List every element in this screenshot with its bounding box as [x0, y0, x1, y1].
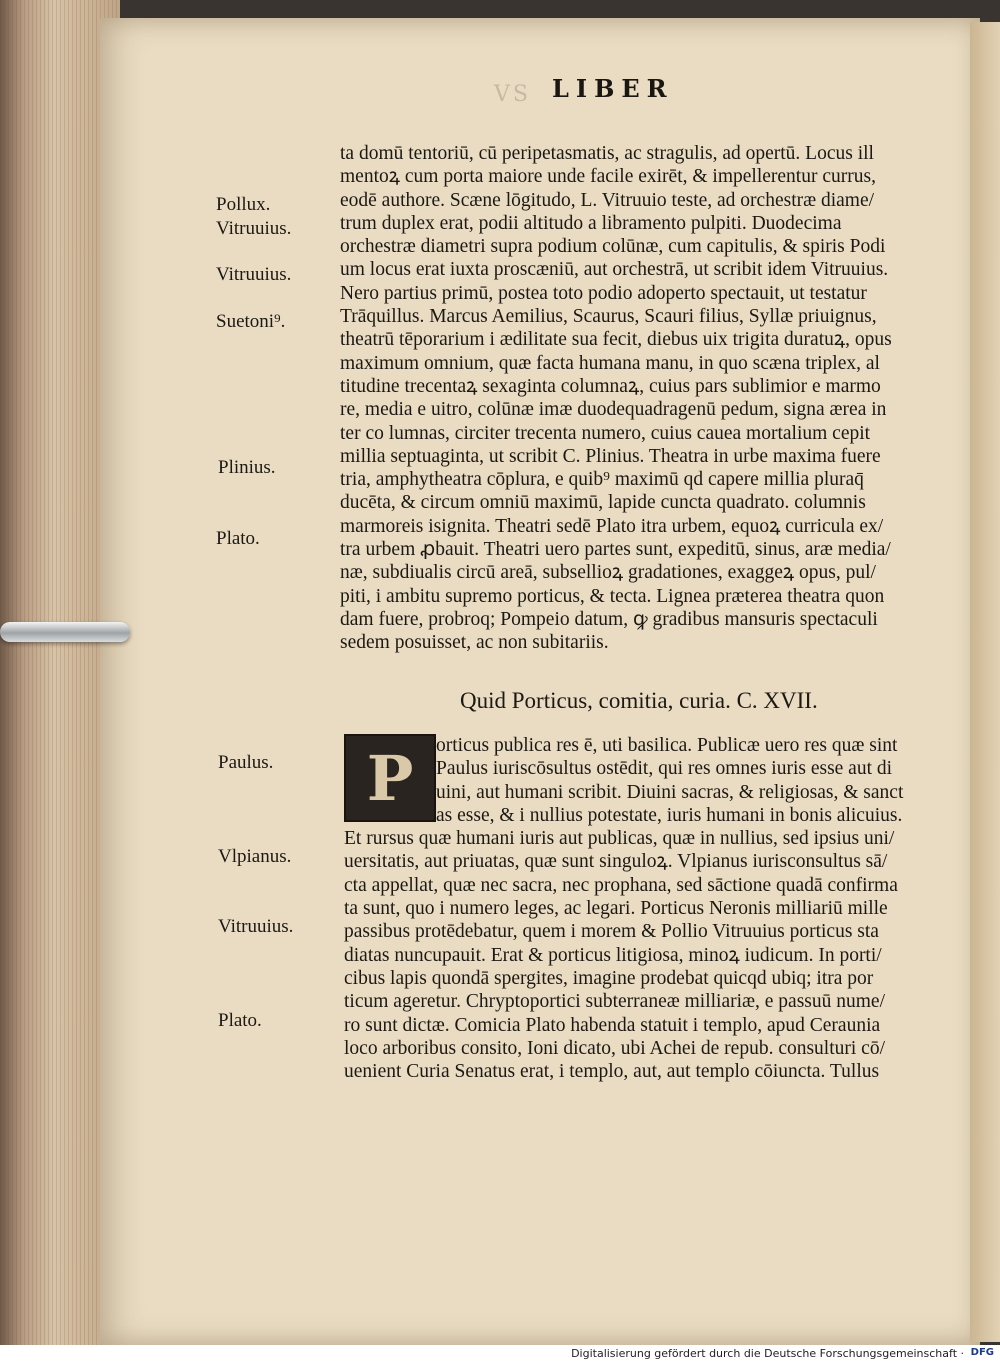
- text-line: ta domū tentoriū, cū peripetasmatis, ac stragulis, ad opertū. Locus ill: [340, 143, 874, 164]
- text-line: ter co lumnas, circiter trecenta numero, cuius cauea mortalium cepit: [340, 422, 871, 444]
- text-line: ticum ageretur. Chryptoportici subterraneæ milliariæ, e passuū nume/: [344, 991, 886, 1013]
- text-line: næ, subdiualis circū areā, subsellioꝝ gradationes, exaggeꝝ opus, pul/: [340, 562, 876, 584]
- digitization-footer: [0, 1345, 1000, 1365]
- text-line: ro sunt dictæ. Comicia Plato habenda statuit i templo, apud Ceraunia: [344, 1014, 881, 1036]
- margin-note: Plinius.: [218, 457, 276, 478]
- text-line: ducēta, & circum omniū maximū, lapide cuncta quadrato. columnis: [340, 492, 866, 514]
- text-line: loco arboribus consito, Ioni dicato, ubi Achei de repub. consulturi cō/: [344, 1037, 886, 1059]
- text-line: re, media e uitro, colūnæ imæ duodequadragenū pedum, signa ærea in: [340, 399, 887, 421]
- bookmark-strip: [0, 622, 130, 642]
- margin-note: Vitruuius.: [216, 264, 292, 285]
- text-line: marmoreis isignita. Theatri sedē Plato itra urbem, equoꝝ curricula ex/: [340, 515, 884, 537]
- text-line: ta sunt, quo i numero leges, ac legari. Porticus Neronis milliariū mille: [344, 898, 888, 920]
- main-text-paragraph-2: [344, 734, 912, 1083]
- text-line: uersitatis, aut priuatas, quæ sunt singuloꝝ. Vlpianus iurisconsultus sā/: [344, 851, 888, 873]
- margin-note: Plato.: [218, 1010, 262, 1031]
- text-line: eodē authore. Scæne lōgitudo, L. Vitruuio teste, ad orchestræ diame/: [340, 189, 875, 211]
- text-line: mentoꝝ cum porta maiore unde facile exirēt, & impellerentur currus,: [340, 166, 876, 188]
- margin-note: Plato.: [216, 528, 260, 549]
- text-line: uini, aut humani scribit. Diuini sacras, & religiosas, & sanct: [436, 781, 904, 803]
- text-line: tria, amphytheatra cōplura, e quib⁹ maximū qd capere millia pluraq̄: [340, 469, 864, 491]
- text-line: maximum omnium, quæ facta humana manu, in quo scæna triplex, al: [340, 352, 880, 374]
- margin-note: Suetoni⁹.: [216, 311, 286, 332]
- text-line: um locus erat iuxta proscæniū, aut orchestrā, ut scribit idem Vitruuius.: [340, 259, 889, 281]
- text-line: piti, i ambitu supremo porticus, & tecta. Lignea præterea theatra quon: [340, 585, 885, 607]
- bleed-through-text: VS: [494, 82, 531, 107]
- text-line: uenient Curia Senatus erat, i templo, aut, aut templo cōiuncta. Tullus: [344, 1061, 880, 1083]
- text-line: Paulus iuriscōsultus ostēdit, qui res omnes iuris esse aut di: [436, 758, 893, 780]
- margin-note: Paulus.: [218, 752, 274, 773]
- margin-note: Vitruuius.: [216, 218, 292, 239]
- text-line: Nero partius primū, postea toto podio adoperto spectauit, ut testatur: [340, 282, 867, 304]
- text-line: orchestræ diametri supra podium colūnæ, cum capitulis, & spiris Podi: [340, 236, 886, 258]
- text-line: sedem posuisset, ac non subitariis.: [340, 632, 609, 654]
- text-line: diatas nuncupauit. Erat & porticus litigiosa, minoꝝ iudicum. In porti/: [344, 944, 882, 966]
- facing-page-edge: [970, 22, 1000, 1342]
- text-line: titudine trecentaꝝ sexaginta columnaꝝ, cuius pars sublimior e marmo: [340, 375, 881, 397]
- running-head: LIBER: [552, 74, 674, 103]
- dfg-logo: DFG: [970, 1347, 994, 1358]
- text-line: tra urbem ꝓbauit. Theatri uero partes sunt, expeditū, sinus, aræ media/: [340, 539, 891, 561]
- text-line: orticus publica res ē, uti basilica. Publicæ uero res quæ sint: [436, 735, 898, 756]
- main-text-paragraph-1: [340, 142, 908, 655]
- text-line: as esse, & i nullius potestate, iuris humani in bonis alicuius.: [436, 804, 903, 826]
- funding-credit: Digitalisierung gefördert durch die Deutsche Forschungsgemeinschaft ·: [571, 1347, 964, 1360]
- margin-note: Pollux.: [216, 194, 271, 215]
- text-line: passibus protēdebatur, quem i morem & Pollio Vitruuius porticus sta: [344, 921, 879, 943]
- initial-letter: P: [366, 741, 414, 815]
- text-line: millia septuaginta, ut scribit C. Plinius. Theatra in urbe maxima fuere: [340, 445, 881, 467]
- text-line: Trāquillus. Marcus Aemilius, Scaurus, Scauri filius, Syllæ priuignus,: [340, 306, 877, 328]
- text-line: cta appellat, quæ nec sacra, nec prophana, sed sāctione quadā confirma: [344, 874, 898, 896]
- text-line: trum duplex erat, podii altitudo a libramento pulpiti. Duodecima: [340, 212, 842, 234]
- margin-note: Vitruuius.: [218, 916, 294, 937]
- text-line: Et rursus quæ humani iuris aut publicas, quæ in nullius, sed ipsius uni/: [344, 828, 895, 850]
- chapter-heading: Quid Porticus, comitia, curia. C. XVII.: [460, 688, 818, 713]
- text-line: dam fuere, probroq; Pompeio datum, ꝙ gradibus mansuris spectaculi: [340, 608, 878, 630]
- text-line: theatrū tēporarium i ædilitate sua fecit, diebus uix trigita duratuꝝ, opus: [340, 329, 892, 351]
- margin-note: Vlpianus.: [218, 846, 292, 867]
- text-line: cibus lapis quondā spergites, imagine prodebat quicqd ubiq; itra por: [344, 967, 874, 989]
